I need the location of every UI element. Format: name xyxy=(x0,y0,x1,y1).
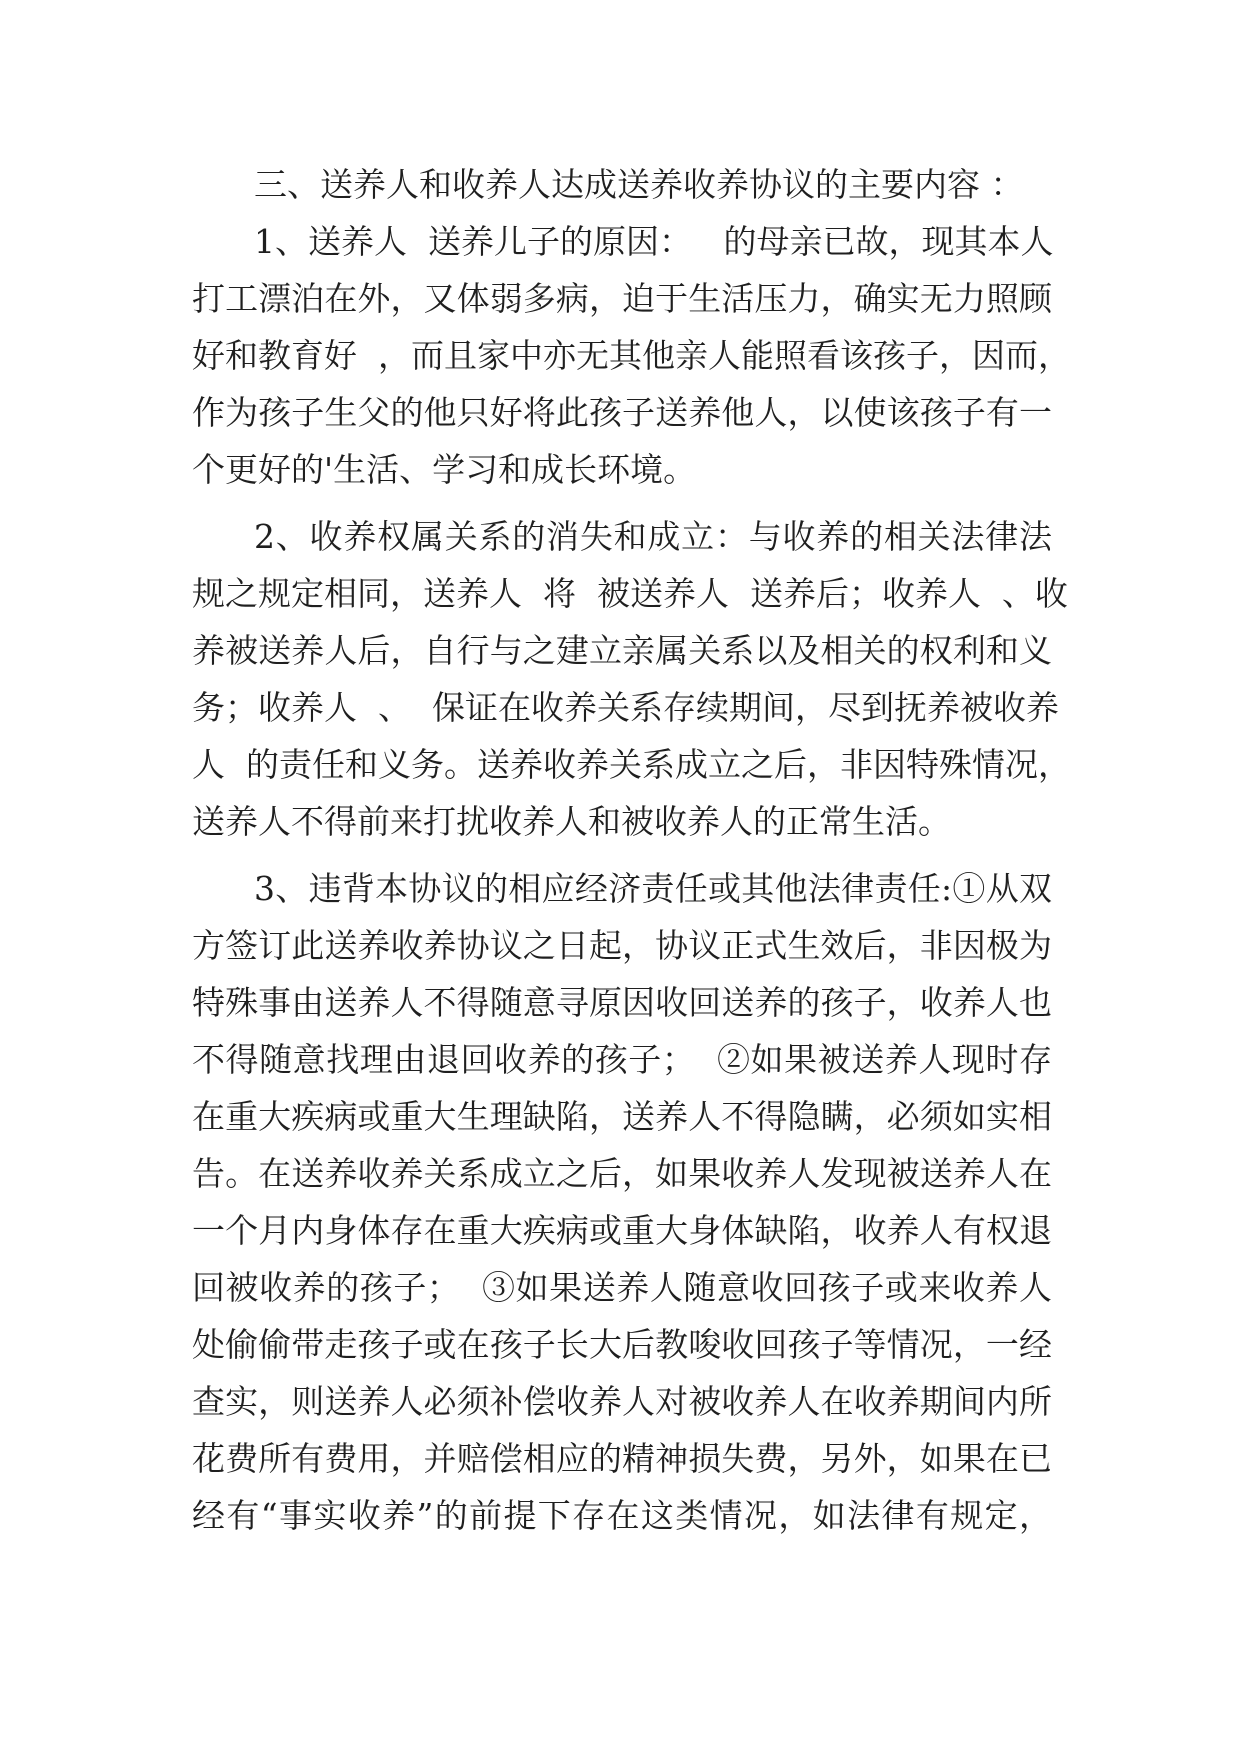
paragraph-3-line-6: 告。在送养收养关系成立之后，如果收养人发现被送养人在 xyxy=(192,1154,1052,1193)
paragraph-2-line-1: 2、收养权属关系的消失和成立：与收养的相关法律法 xyxy=(254,517,1052,556)
paragraph-2-line-4: 务；收养人 、 保证在收养关系存续期间，尽到抚养被收养 xyxy=(192,688,1059,727)
paragraph-3-line-10: 查实，则送养人必须补偿收养人对被收养人在收养期间内所 xyxy=(192,1382,1052,1421)
paragraph-3-line-5: 在重大疾病或重大生理缺陷，送养人不得隐瞒，必须如实相 xyxy=(192,1097,1052,1136)
paragraph-1-line-5: 个更好的'生活、学习和成长环境。 xyxy=(192,450,697,489)
paragraph-3-line-7: 一个月内身体存在重大疾病或重大身体缺陷，收养人有权退 xyxy=(192,1211,1052,1250)
paragraph-2-line-2: 规之规定相同，送养人 将 被送养人 送养后；收养人 、收 xyxy=(192,574,1068,613)
paragraph-3-line-8: 回被收养的孩子； ③如果送养人随意收回孩子或来收养人 xyxy=(192,1268,1052,1307)
paragraph-2-line-5: 人 的责任和义务。送养收养关系成立之后，非因特殊情况， xyxy=(192,745,1071,784)
paragraph-3-line-4: 不得随意找理由退回收养的孩子； ②如果被送养人现时存 xyxy=(192,1040,1052,1079)
section-heading: 三、送养人和收养人达成送养收养协议的主要内容 ： xyxy=(254,165,1024,204)
paragraph-1-line-3: 好和教育好 ，而且家中亦无其他亲人能照看该孩子，因而， xyxy=(192,336,1071,375)
paragraph-3-line-1: 3、违背本协议的相应经济责任或其他法律责任:①从双 xyxy=(254,869,1052,908)
paragraph-1-line-1: 1、送养人 送养儿子的原因： 的母亲已故，现其本人 xyxy=(254,222,1054,261)
paragraph-1-line-2: 打工漂泊在外，又体弱多病，迫于生活压力，确实无力照顾 xyxy=(192,279,1052,318)
paragraph-3-line-11: 花费所有费用，并赔偿相应的精神损失费，另外，如果在已 xyxy=(192,1439,1052,1478)
paragraph-2-line-6: 送养人不得前来打扰收养人和被收养人的正常生活。 xyxy=(192,802,951,841)
paragraph-2-line-3: 养被送养人后，自行与之建立亲属关系以及相关的权利和义 xyxy=(192,631,1052,670)
paragraph-3-line-3: 特殊事由送养人不得随意寻原因收回送养的孩子，收养人也 xyxy=(192,983,1052,1022)
paragraph-1-line-4: 作为孩子生父的他只好将此孩子送养他人，以使该孩子有一 xyxy=(192,393,1052,432)
paragraph-3-line-12: 经有“事实收养”的前提下存在这类情况，如法律有规定， xyxy=(192,1496,1052,1535)
paragraph-3-line-9: 处偷偷带走孩子或在孩子长大后教唆收回孩子等情况，一经 xyxy=(192,1325,1052,1364)
paragraph-3-line-2: 方签订此送养收养协议之日起，协议正式生效后，非因极为 xyxy=(192,926,1052,965)
